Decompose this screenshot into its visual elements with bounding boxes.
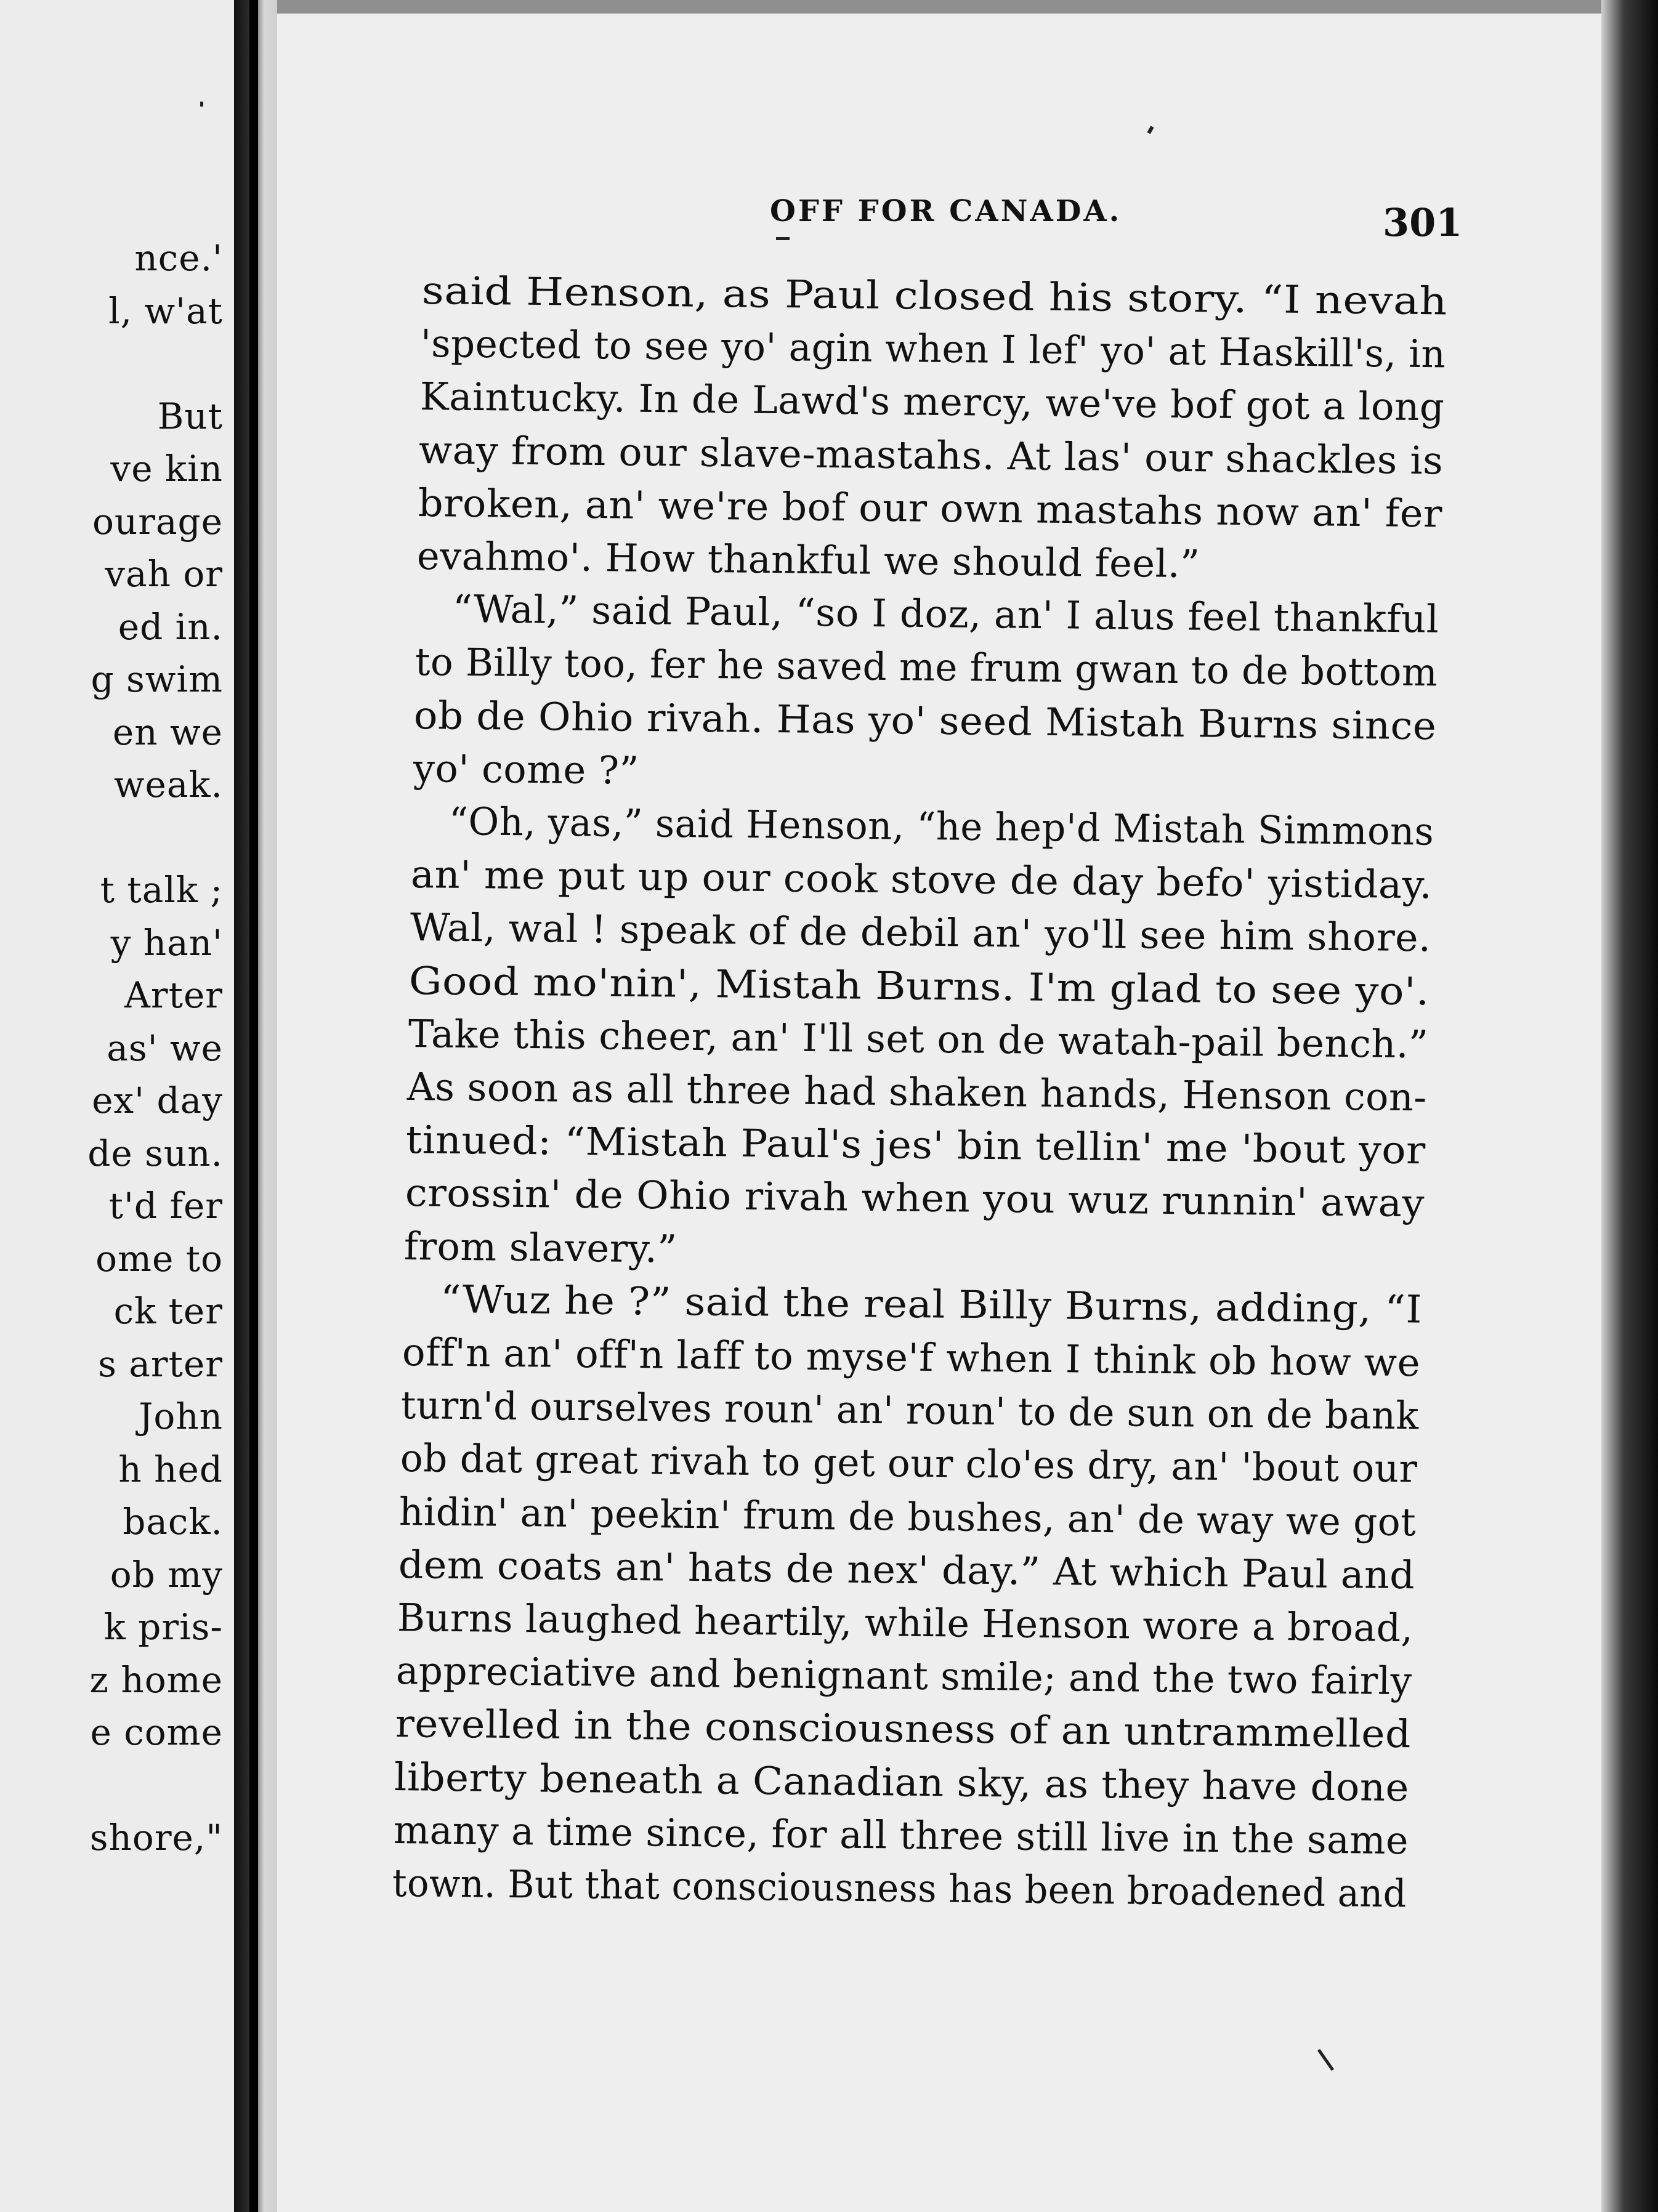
left-page-line: But: [157, 395, 223, 437]
body-line: liberty beneath a Canadian sky, as they have done: [394, 1754, 1410, 1810]
left-page-line: nce.': [134, 237, 223, 279]
scan-speck: [776, 237, 790, 240]
scan-speck: [200, 102, 203, 107]
body-line: said Henson, as Paul closed his story. “I nevah: [421, 268, 1448, 324]
body-line: Take this cheer, an' I'll set on de watah-pail bench.”: [408, 1011, 1429, 1067]
left-page-line: t talk ;: [100, 869, 223, 911]
body-line: hidin' an' peekin' frum de bushes, an' de way we got: [398, 1488, 1417, 1544]
body-line: many a time since, for all three still live in the same: [393, 1807, 1409, 1863]
left-page-line: g swim: [91, 658, 223, 700]
body-line: ob de Ohio rivah. Has yo' seed Mistah Burns since: [413, 692, 1437, 748]
left-page-line: k pris-: [103, 1606, 223, 1648]
body-line: tinued: “Mistah Paul's jes' bin tellin' me 'bout yor: [406, 1117, 1426, 1173]
body-line: 'spected to see yo' agin when I lef' yo' at Haskill's, in: [421, 321, 1447, 377]
left-page-line: ed in.: [118, 605, 223, 648]
left-page-line: en we: [112, 711, 223, 753]
body-line: crossin' de Ohio rivah when you wuz runnin' away: [405, 1170, 1425, 1226]
left-page-line: de sun.: [87, 1132, 223, 1174]
left-page-line: vah or: [105, 553, 223, 595]
previous-page-fragment: [0, 0, 234, 2212]
left-page-line: ex' day: [92, 1080, 223, 1121]
left-page-line: y han': [110, 921, 223, 964]
body-line: Good mo'nin', Mistah Burns. I'm glad to see yo'.: [408, 958, 1430, 1014]
left-page-line: ve kin: [110, 448, 223, 490]
left-page-line: back.: [123, 1501, 223, 1543]
left-page-line: Arter: [124, 974, 223, 1016]
body-line: broken, an' we're bof our own mastahs now an' fer: [418, 480, 1442, 536]
running-head: OFF FOR CANADA.: [770, 194, 1122, 228]
page-top-edge: [277, 0, 1601, 14]
body-line: “Wal,” said Paul, “so I doz, an' I alus feel thankful: [453, 586, 1440, 642]
body-line: Wal, wal ! speak of de debil an' yo'll see him shore.: [410, 905, 1431, 961]
binding-shadow: [249, 0, 258, 2212]
left-page-line: shore,": [89, 1817, 223, 1859]
left-page-line: t'd fer: [108, 1185, 223, 1227]
body-line: off'n an' off'n laff to myse'f when I think ob how we: [402, 1330, 1421, 1386]
body-line: evahmo'. How thankful we should feel.”: [416, 533, 1200, 587]
body-line: town. But that consciousness has been broadened and: [392, 1860, 1407, 1916]
left-page-line: ourage: [92, 500, 223, 543]
body-line: ob dat great rivah to get our clo'es dry, an' 'bout our: [400, 1435, 1418, 1491]
left-page-line: ck ter: [113, 1290, 223, 1332]
body-line: dem coats an' hats de nex' day.” At which Paul and: [398, 1541, 1415, 1598]
left-page-line: ob my: [110, 1553, 223, 1596]
left-page-line: ome to: [95, 1237, 223, 1280]
left-page-line: h hed: [118, 1448, 223, 1490]
left-page-line: John: [139, 1395, 223, 1437]
body-line: “Wuz he ?” said the real Billy Burns, adding, “I: [440, 1276, 1422, 1332]
left-page-line: z home: [89, 1658, 223, 1701]
body-line: revelled in the consciousness of an untrammelled: [395, 1701, 1412, 1757]
left-page-line: as' we: [107, 1027, 223, 1069]
body-line: an' me put up our cook stove de day befo' yistiday.: [411, 852, 1433, 908]
left-page-line: e come: [90, 1711, 223, 1753]
body-line: As soon as all three had shaken hands, Henson con-: [406, 1064, 1428, 1120]
left-page-line: l, w'at: [108, 289, 223, 332]
body-line: yo' come ?”: [413, 745, 639, 793]
body-line: Kaintucky. In de Lawd's mercy, we've bof got a long: [419, 374, 1445, 430]
page-right-edge: [1601, 0, 1658, 2212]
body-line: turn'd ourselves roun' an' roun' to de sun on de bank: [401, 1383, 1420, 1439]
body-line: way from our slave-mastahs. At las' our shackles is: [418, 427, 1444, 483]
body-line: “Oh, yas,” said Henson, “he hep'd Mistah Simmons: [448, 799, 1434, 854]
body-line: appreciative and benignant smile; and the two fairly: [396, 1648, 1413, 1704]
body-line: to Billy too, fer he saved me frum gwan to de bottom: [414, 639, 1438, 695]
body-line: from slavery.”: [403, 1223, 678, 1272]
page-number: 301: [1383, 200, 1463, 245]
left-page-line: s arter: [98, 1342, 223, 1385]
body-line: Burns laughed heartily, while Henson wore a broad,: [397, 1595, 1413, 1651]
left-page-line: weak.: [113, 764, 223, 805]
